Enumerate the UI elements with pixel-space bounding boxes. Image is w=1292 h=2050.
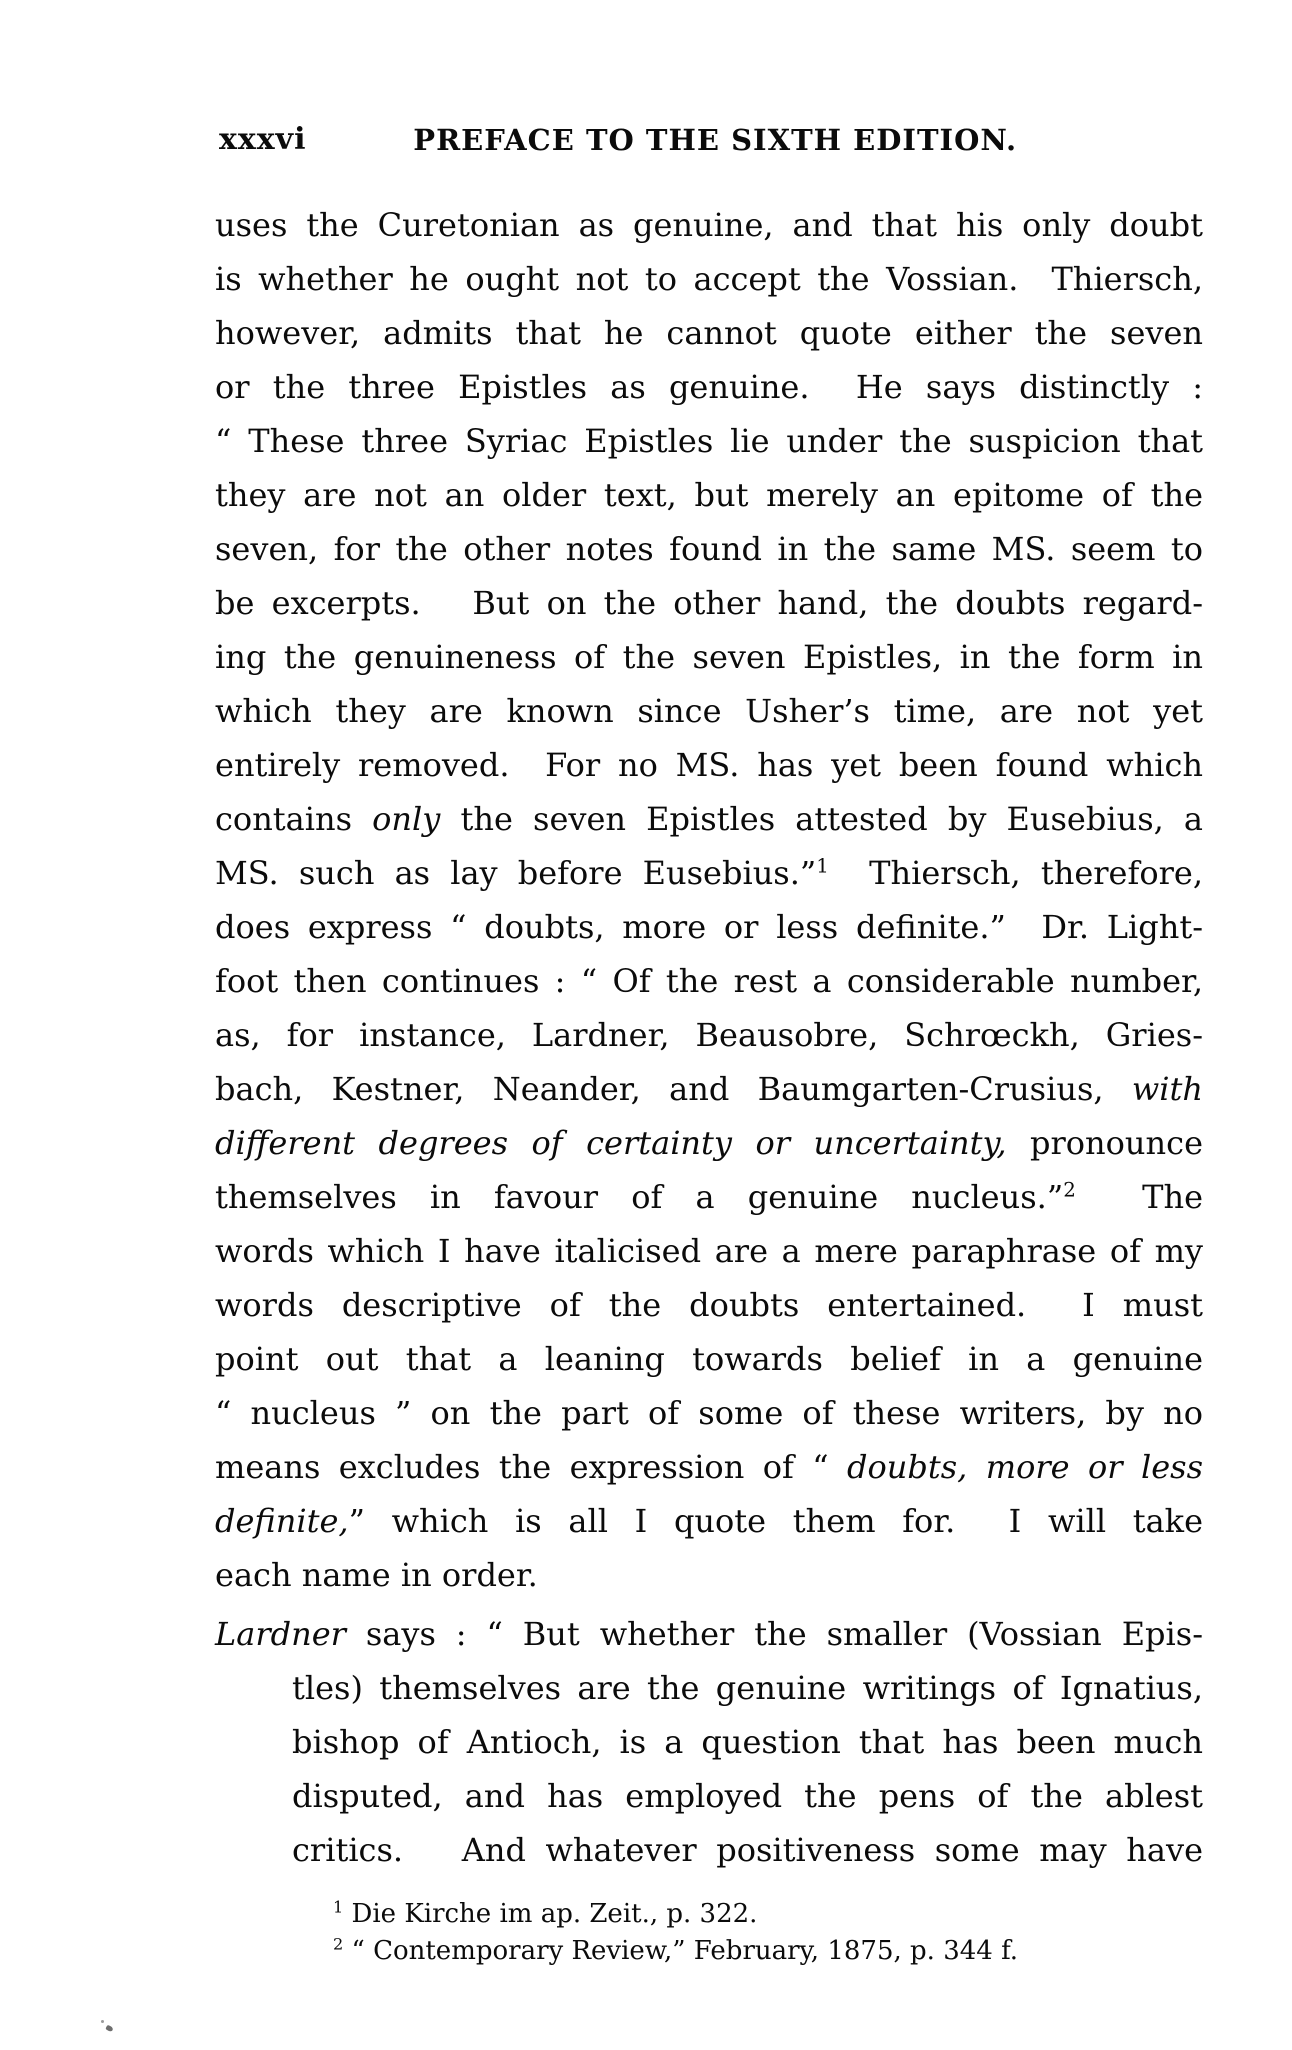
text-line: MS. such as lay before Eusebius.”$^1$ Thiersch, therefore, [215, 854, 1203, 892]
running-header [215, 123, 1203, 163]
page-number: xxxvi [219, 122, 307, 157]
text-line: $^1$ Die Kirche im ap. Zeit., p. 322. [333, 1897, 758, 1929]
scan-artifact [101, 2020, 104, 2023]
text-line: which they are known since Usher’s time, are not yet [215, 692, 1203, 730]
text-line: contains only the seven Epistles attested by Eusebius, a [215, 800, 1204, 838]
text-line: different degrees of certainty or uncertainty, pronounce [215, 1124, 1203, 1162]
text-line: is whether he ought not to accept the Vossian. Thiersch, [215, 260, 1203, 298]
text-line: does express “ doubts, more or less definite.” Dr. Light- [215, 908, 1203, 946]
text-line: themselves in favour of a genuine nucleus.”$^2$ The [215, 1178, 1204, 1216]
text-line: however, admits that he cannot quote either the seven [215, 314, 1203, 352]
text-line: Lardner says : “ But whether the smaller (Vossian Epis- [215, 1615, 1203, 1653]
footnotes [333, 1896, 1203, 1970]
text-line: seven, for the other notes found in the same MS. seem to [215, 530, 1203, 568]
text-line: “ nucleus ” on the part of some of these writers, by no [215, 1394, 1203, 1432]
block-quote [215, 1607, 1203, 1877]
text-line: as, for instance, Lardner, Beausobre, Schrœckh, Gries- [215, 1016, 1203, 1054]
chapter-title: PREFACE TO THE SIXTH EDITION. [413, 123, 1018, 157]
text-line: uses the Curetonian as genuine, and that his only doubt [215, 206, 1203, 244]
text-line: or the three Epistles as genuine. He says distinctly : [215, 368, 1203, 406]
text-line: means excludes the expression of “ doubts, more or less [215, 1448, 1204, 1486]
text-line: critics. And whatever positiveness some may have [292, 1831, 1203, 1869]
text-line: $^2$ “ Contemporary Review,” February, 1875, p. 344 f. [333, 1934, 1019, 1966]
text-line: “ These three Syriac Epistles lie under the suspicion that [215, 422, 1203, 460]
text-line: point out that a leaning towards belief in a genuine [215, 1340, 1203, 1378]
text-line: definite,” which is all I quote them for. I will take [215, 1502, 1203, 1540]
scan-artifact [105, 2025, 114, 2033]
text-line: words which I have italicised are a mere paraphrase of my [215, 1232, 1203, 1270]
main-paragraph [215, 198, 1203, 1602]
text-line: disputed, and has employed the pens of the ablest [292, 1777, 1203, 1815]
text-line: they are not an older text, but merely an epitome of the [215, 476, 1203, 514]
text-line: tles) themselves are the genuine writings of Ignatius, [292, 1669, 1203, 1707]
text-line: be excerpts. But on the other hand, the doubts regard- [215, 584, 1203, 622]
text-line: entirely removed. For no MS. has yet been found which [215, 746, 1203, 784]
text-line: bishop of Antioch, is a question that has been much [292, 1723, 1203, 1761]
text-line: bach, Kestner, Neander, and Baumgarten-Crusius, with [215, 1070, 1203, 1108]
text-line: foot then continues : “ Of the rest a considerable number, [215, 962, 1203, 1000]
text-line: each name in order. [215, 1556, 538, 1594]
text-line: ing the genuineness of the seven Epistles, in the form in [215, 638, 1203, 676]
text-line: words descriptive of the doubts entertained. I must [215, 1286, 1203, 1324]
